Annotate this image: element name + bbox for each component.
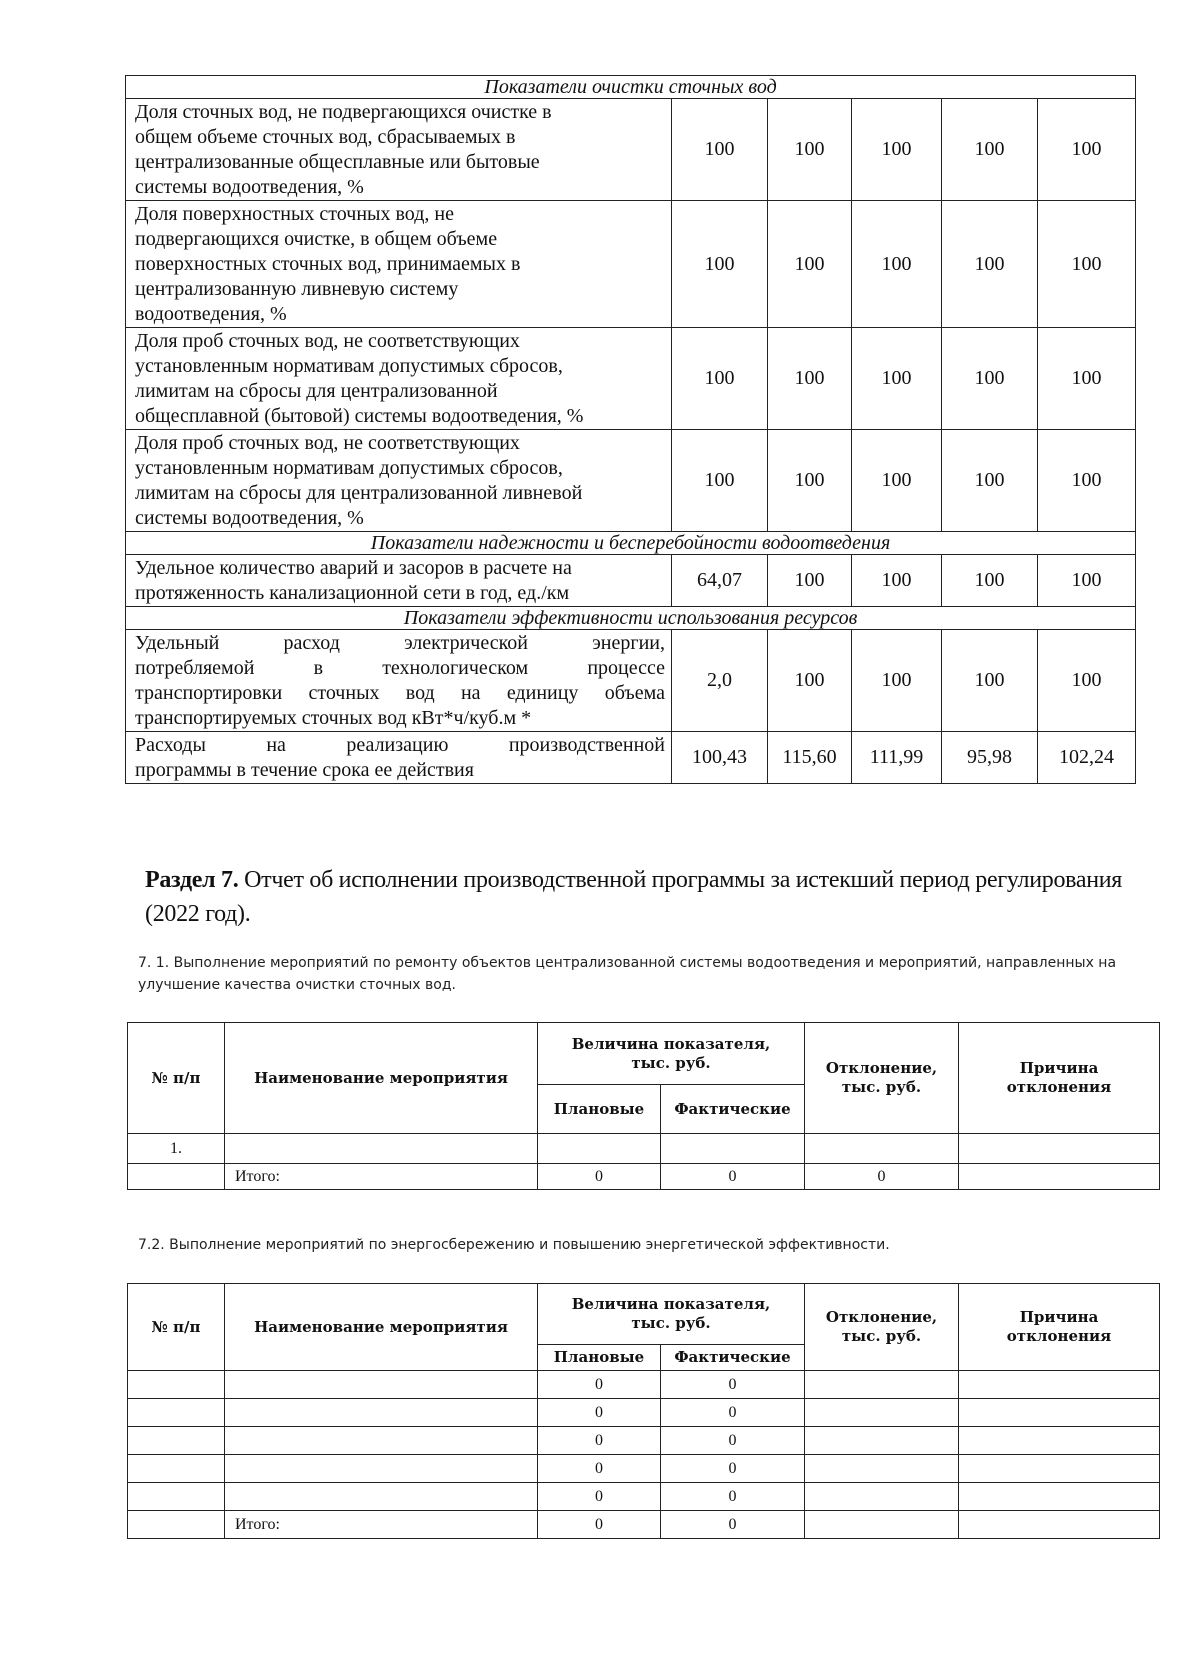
cell-reason (959, 1455, 1160, 1483)
cell-num (128, 1511, 225, 1539)
indicator-value: 115,60 (768, 732, 852, 784)
indicator-row (126, 201, 1136, 328)
cell-deviation (805, 1427, 959, 1455)
indicator-value: 100 (1038, 201, 1136, 328)
indicator-value: 111,99 (852, 732, 942, 784)
indicator-value: 100 (768, 555, 852, 607)
indicator-row (126, 99, 1136, 201)
table-row (128, 1511, 1160, 1539)
cell-actual: 0 (661, 1164, 805, 1190)
indicator-value: 100 (768, 99, 852, 201)
cell-planned: 0 (538, 1511, 661, 1539)
indicator-row (126, 328, 1136, 430)
indicator-value: 100 (942, 201, 1038, 328)
cell-reason (959, 1511, 1160, 1539)
cell-reason (959, 1134, 1160, 1164)
cell-planned: 0 (538, 1164, 661, 1190)
cell-deviation (805, 1134, 959, 1164)
indicator-value: 2,0 (672, 630, 768, 732)
cell-actual: 0 (661, 1511, 805, 1539)
cell-reason (959, 1164, 1160, 1190)
subsection-7-2-caption: 7.2. Выполнение мероприятий по энергосбережению и повышению энергетической эффективности. (138, 1237, 890, 1253)
cell-actual (661, 1134, 805, 1164)
cell-reason (959, 1399, 1160, 1427)
indicator-value: 100 (1038, 630, 1136, 732)
col-num-header: № п/п (128, 1023, 225, 1134)
indicator-description-line: системы водоотведения, % (135, 176, 364, 198)
indicator-description (126, 630, 672, 732)
table-row (128, 1455, 1160, 1483)
section-title: Показатели эффективности использования ресурсов (126, 607, 1136, 630)
cell-deviation (805, 1399, 959, 1427)
indicator-description-line: установленным нормативам допустимых сбросов, (135, 457, 563, 479)
cell-actual: 0 (661, 1371, 805, 1399)
indicator-description-line: протяженность канализационной сети в год, ед./км (135, 582, 570, 604)
section-7-title (145, 863, 1135, 931)
indicator-value: 100 (942, 555, 1038, 607)
indicator-value: 95,98 (942, 732, 1038, 784)
cell-actual: 0 (661, 1455, 805, 1483)
indicator-description (126, 732, 672, 784)
indicator-description-line: централизованные общесплавные или бытовые (135, 151, 540, 173)
cell-reason (959, 1371, 1160, 1399)
indicator-description-line: Доля проб сточных вод, не соответствующих (135, 330, 520, 352)
cell-actual: 0 (661, 1399, 805, 1427)
indicator-value: 100 (768, 201, 852, 328)
cell-planned: 0 (538, 1483, 661, 1511)
indicator-description-line: установленным нормативам допустимых сбросов, (135, 355, 563, 377)
indicator-value: 100 (852, 99, 942, 201)
indicator-value: 100 (1038, 328, 1136, 430)
indicator-description-line: Удельное количество аварий и засоров в расчете на (135, 557, 572, 579)
indicator-value: 100 (768, 328, 852, 430)
indicator-value: 100 (768, 430, 852, 532)
table-7-2 (127, 1283, 1160, 1539)
indicator-value: 102,24 (1038, 732, 1136, 784)
section-title: Показатели очистки сточных вод (126, 76, 1136, 99)
cell-name (225, 1455, 538, 1483)
indicator-value: 100 (1038, 99, 1136, 201)
indicator-value: 100 (942, 328, 1038, 430)
indicator-row (126, 732, 1136, 784)
cell-planned: 0 (538, 1455, 661, 1483)
col-deviation-header: Отклонение, тыс. руб. (805, 1023, 959, 1134)
indicator-description-line: транспортируемых сточных вод кВт*ч/куб.м * (135, 707, 532, 729)
indicator-description-line: лимитам на сбросы для централизованной (135, 380, 498, 402)
table-row (128, 1134, 1160, 1164)
cell-planned: 0 (538, 1399, 661, 1427)
indicators-body (126, 76, 1136, 784)
indicator-description-line: транспортировки сточных вод на единицу объема (135, 682, 665, 704)
cell-deviation (805, 1455, 959, 1483)
indicator-value: 100 (672, 201, 768, 328)
indicator-description-line: подвергающихся очистке, в общем объеме (135, 228, 498, 250)
indicator-value: 100 (672, 430, 768, 532)
col-planned-header: Плановые (538, 1085, 661, 1134)
indicator-description-line: потребляемой в технологическом процессе (135, 657, 665, 679)
cell-deviation (805, 1371, 959, 1399)
cell-deviation (805, 1483, 959, 1511)
indicator-description-line: водоотведения, % (135, 303, 287, 325)
cell-num: 1. (128, 1134, 225, 1164)
cell-name (225, 1483, 538, 1511)
col-name-header: Наименование мероприятия (225, 1284, 538, 1371)
cell-num (128, 1455, 225, 1483)
indicator-value: 100 (672, 99, 768, 201)
indicator-description-line: общем объеме сточных вод, сбрасываемых в (135, 126, 516, 148)
table-row (128, 1399, 1160, 1427)
indicator-row (126, 630, 1136, 732)
indicator-value: 100 (852, 430, 942, 532)
cell-name: Итого: (225, 1164, 538, 1190)
indicator-value: 100 (1038, 430, 1136, 532)
indicator-value: 100 (942, 630, 1038, 732)
cell-reason (959, 1427, 1160, 1455)
indicator-description-line: общесплавной (бытовой) системы водоотведения, % (135, 405, 584, 427)
col-num-header: № п/п (128, 1284, 225, 1371)
indicator-description-line: Удельный расход электрической энергии, (135, 632, 665, 654)
cell-name (225, 1427, 538, 1455)
cell-actual: 0 (661, 1427, 805, 1455)
cell-deviation (805, 1511, 959, 1539)
col-reason-header: Причина отклонения (959, 1023, 1160, 1134)
table-row (128, 1483, 1160, 1511)
col-reason-header: Причина отклонения (959, 1284, 1160, 1371)
cell-num (128, 1164, 225, 1190)
cell-name (225, 1399, 538, 1427)
indicator-description (126, 99, 672, 201)
indicator-description-line: Расходы на реализацию производственной (135, 734, 665, 756)
cell-num (128, 1371, 225, 1399)
indicator-value: 100 (852, 630, 942, 732)
indicator-description-line: централизованную ливневую систему (135, 278, 459, 300)
cell-planned: 0 (538, 1371, 661, 1399)
indicator-description-line: системы водоотведения, % (135, 507, 364, 529)
cell-planned (538, 1134, 661, 1164)
cell-num (128, 1399, 225, 1427)
col-value-group-header: Величина показателя, тыс. руб. (538, 1284, 805, 1345)
cell-name (225, 1371, 538, 1399)
indicator-value: 100 (768, 630, 852, 732)
section-7-label: Раздел 7. (145, 867, 239, 893)
cell-name (225, 1134, 538, 1164)
subsection-7-1-caption: 7. 1. Выполнение мероприятий по ремонту объектов централизованной системы водоотведения и мероприятий, направленных на улучшение качества очистки сточных вод. (138, 955, 1117, 993)
indicator-value: 100 (852, 328, 942, 430)
col-value-group-header: Величина показателя, тыс. руб. (538, 1023, 805, 1085)
section-header-row (126, 76, 1136, 99)
indicator-value: 100 (852, 201, 942, 328)
cell-actual: 0 (661, 1483, 805, 1511)
indicator-description (126, 201, 672, 328)
indicator-description-line: лимитам на сбросы для централизованной ливневой (135, 482, 583, 504)
cell-num (128, 1483, 225, 1511)
table-row (128, 1371, 1160, 1399)
cell-reason (959, 1483, 1160, 1511)
table-row (128, 1427, 1160, 1455)
cell-name: Итого: (225, 1511, 538, 1539)
section-7-title-text: Отчет об исполнении производственной программы за истекший период регулирования (2022 год). (145, 867, 1123, 927)
section-header-row (126, 532, 1136, 555)
indicator-description (126, 555, 672, 607)
indicator-value: 100 (672, 328, 768, 430)
table-7-1 (127, 1022, 1160, 1190)
col-deviation-header: Отклонение, тыс. руб. (805, 1284, 959, 1371)
cell-num (128, 1427, 225, 1455)
indicator-value: 100 (942, 430, 1038, 532)
indicator-description-line: поверхностных сточных вод, принимаемых в (135, 253, 521, 275)
indicator-description-line: Доля поверхностных сточных вод, не (135, 203, 454, 225)
indicator-description (126, 328, 672, 430)
section-header-row (126, 607, 1136, 630)
indicator-description-line: программы в течение срока ее действия (135, 759, 474, 781)
col-planned-header: Плановые (538, 1345, 661, 1371)
cell-deviation: 0 (805, 1164, 959, 1190)
indicator-description (126, 430, 672, 532)
indicator-value: 100,43 (672, 732, 768, 784)
cell-planned: 0 (538, 1427, 661, 1455)
indicator-value: 100 (942, 99, 1038, 201)
table-row (128, 1164, 1160, 1190)
indicator-value: 100 (1038, 555, 1136, 607)
indicator-description-line: Доля проб сточных вод, не соответствующих (135, 432, 520, 454)
col-actual-header: Фактические (661, 1345, 805, 1371)
indicator-value: 64,07 (672, 555, 768, 607)
section-title: Показатели надежности и бесперебойности водоотведения (126, 532, 1136, 555)
indicator-row (126, 430, 1136, 532)
indicator-row (126, 555, 1136, 607)
indicators-table (125, 75, 1136, 784)
indicator-description-line: Доля сточных вод, не подвергающихся очистке в (135, 101, 552, 123)
col-name-header: Наименование мероприятия (225, 1023, 538, 1134)
indicator-value: 100 (852, 555, 942, 607)
col-actual-header: Фактические (661, 1085, 805, 1134)
